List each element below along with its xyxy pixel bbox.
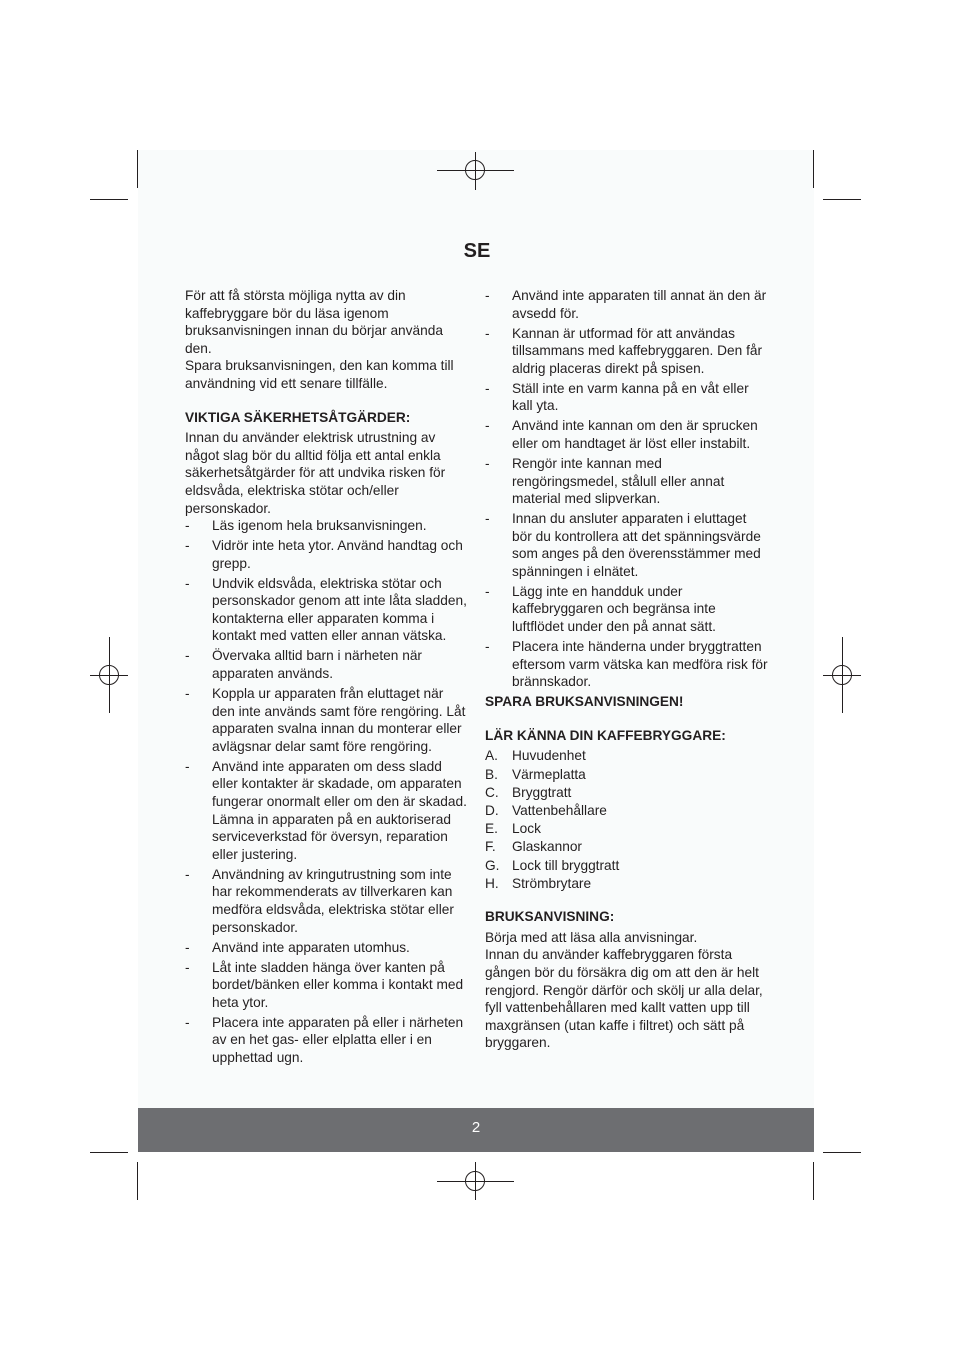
list-item: - Övervaka alltid barn i närheten när apparaten används. bbox=[185, 648, 422, 682]
list-item: - Rengör inte kannan med rengöringsmedel, stålull eller annat material med slipverkan. bbox=[485, 455, 725, 507]
parts-list bbox=[485, 747, 769, 892]
list-item: - Läs igenom hela bruksanvisningen. bbox=[185, 518, 427, 534]
safety-list bbox=[185, 517, 469, 1066]
language-heading: SE bbox=[463, 240, 491, 262]
safety-title: VIKTIGA SÄKERHETSÅTGÄRDER: bbox=[185, 409, 411, 425]
list-item: - Använd inte apparaten om dess sladd eller kontakter är skadade, om apparaten fungerar onormalt eller om den är skadad. Lämna in apparaten på en auktoriserad serviceverkstad för översyn, reparation eller justering. bbox=[185, 758, 467, 862]
part-item: F. Glaskannor bbox=[485, 839, 582, 855]
list-item: - Använd inte kannan om den är sprucken eller om handtaget är löst eller instabilt. bbox=[485, 418, 758, 451]
list-item: - Placera inte apparaten på eller i närheten av en het gas- eller elplatta eller i en upphettad ugn. bbox=[185, 1014, 464, 1065]
part-item: D. Vattenbehållare bbox=[485, 802, 607, 818]
list-item: - Använd inte apparaten till annat än den är avsedd för. bbox=[485, 288, 767, 321]
list-item: - Ställ inte en varm kanna på en våt eller kall yta. bbox=[485, 380, 749, 414]
parts-title: LÄR KÄNNA DIN KAFFEBRYGGARE: bbox=[485, 727, 726, 743]
part-item: G. Lock till bryggtratt bbox=[485, 857, 620, 873]
list-item: - Placera inte händerna under bryggtratten eftersom varm vätska kan medföra risk för brännskador. bbox=[485, 639, 768, 690]
list-item: - Användning av kringutrustning som inte har rekommenderats av tillverkaren kan medföra eldsvåda, elektriska stötar eller personskador. bbox=[185, 866, 454, 935]
left-column bbox=[185, 287, 469, 1069]
list-item: - Undvik eldsvåda, elektriska stötar och personskador genom att inte låta sladden, kontakterna eller apparaten komma i kontakt med vatten eller annan vätska. bbox=[185, 575, 467, 644]
list-item: - Kannan är utformad för att användas tillsammans med kaffebryggaren. Den får aldrig placeras direkt på spisen. bbox=[485, 325, 763, 376]
usage-paragraph: Börja med att läsa alla anvisningar. bbox=[485, 929, 698, 945]
usage-title: BRUKSANVISNING: bbox=[485, 909, 615, 925]
list-item: - Vidrör inte heta ytor. Använd handtag och grepp. bbox=[185, 538, 463, 571]
right-column bbox=[485, 287, 769, 1052]
list-item: - Lägg inte en handduk under kaffebryggaren och begränsa inte luftflödet under den på annat sätt. bbox=[485, 583, 716, 635]
safety-intro: Innan du använder elektrisk utrustning av något slag bör du alltid följa ett antal enkla säkerhetsåtgärder för att undvika risken för eldsvåda, elektriska stötar och/eller personskador. bbox=[185, 430, 446, 516]
part-item: H. Strömbrytare bbox=[485, 875, 592, 891]
save-notice: SPARA BRUKSANVISNINGEN! bbox=[485, 694, 684, 710]
usage-paragraph: Innan du använder kaffebryggaren första gången bör du försäkra dig om att den är helt rengjord. Rengör därför och skölj ur alla delar, fyll vattenbehållaren med kallt vatten upp till maxgränsen (utan kaffe i filtret) och sätt på bryggaren. bbox=[485, 947, 763, 1051]
page-number: 2 bbox=[471, 1119, 481, 1136]
part-item: B. Värmeplatta bbox=[485, 766, 586, 782]
intro-paragraph: Spara bruksanvisningen, den kan komma till användning vid ett senare tillfälle. bbox=[185, 358, 454, 391]
list-item: - Låt inte sladden hänga över kanten på bordet/bänken eller komma i kontakt med heta ytor. bbox=[185, 959, 464, 1010]
part-item: A. Huvudenhet bbox=[485, 748, 586, 764]
list-item: - Innan du ansluter apparaten i eluttaget bör du kontrollera att det spänningsvärde som anges på den överensstämmer med spänningen i elnätet. bbox=[485, 511, 761, 579]
safety-list-continued bbox=[485, 287, 769, 691]
intro-paragraph: För att få största möjliga nytta av din kaffebryggare bör du läsa igenom bruksanvisningen innan du börjar använda den. bbox=[185, 288, 443, 356]
list-item: - Koppla ur apparaten från eluttaget när den inte används samt före rengöring. Låt apparaten svalna innan du monterar eller avlägsnar delar samt före rengöring. bbox=[185, 686, 466, 754]
list-item: - Använd inte apparaten utomhus. bbox=[185, 939, 410, 955]
part-item: C. Bryggtratt bbox=[485, 784, 572, 800]
part-item: E. Lock bbox=[485, 821, 541, 837]
